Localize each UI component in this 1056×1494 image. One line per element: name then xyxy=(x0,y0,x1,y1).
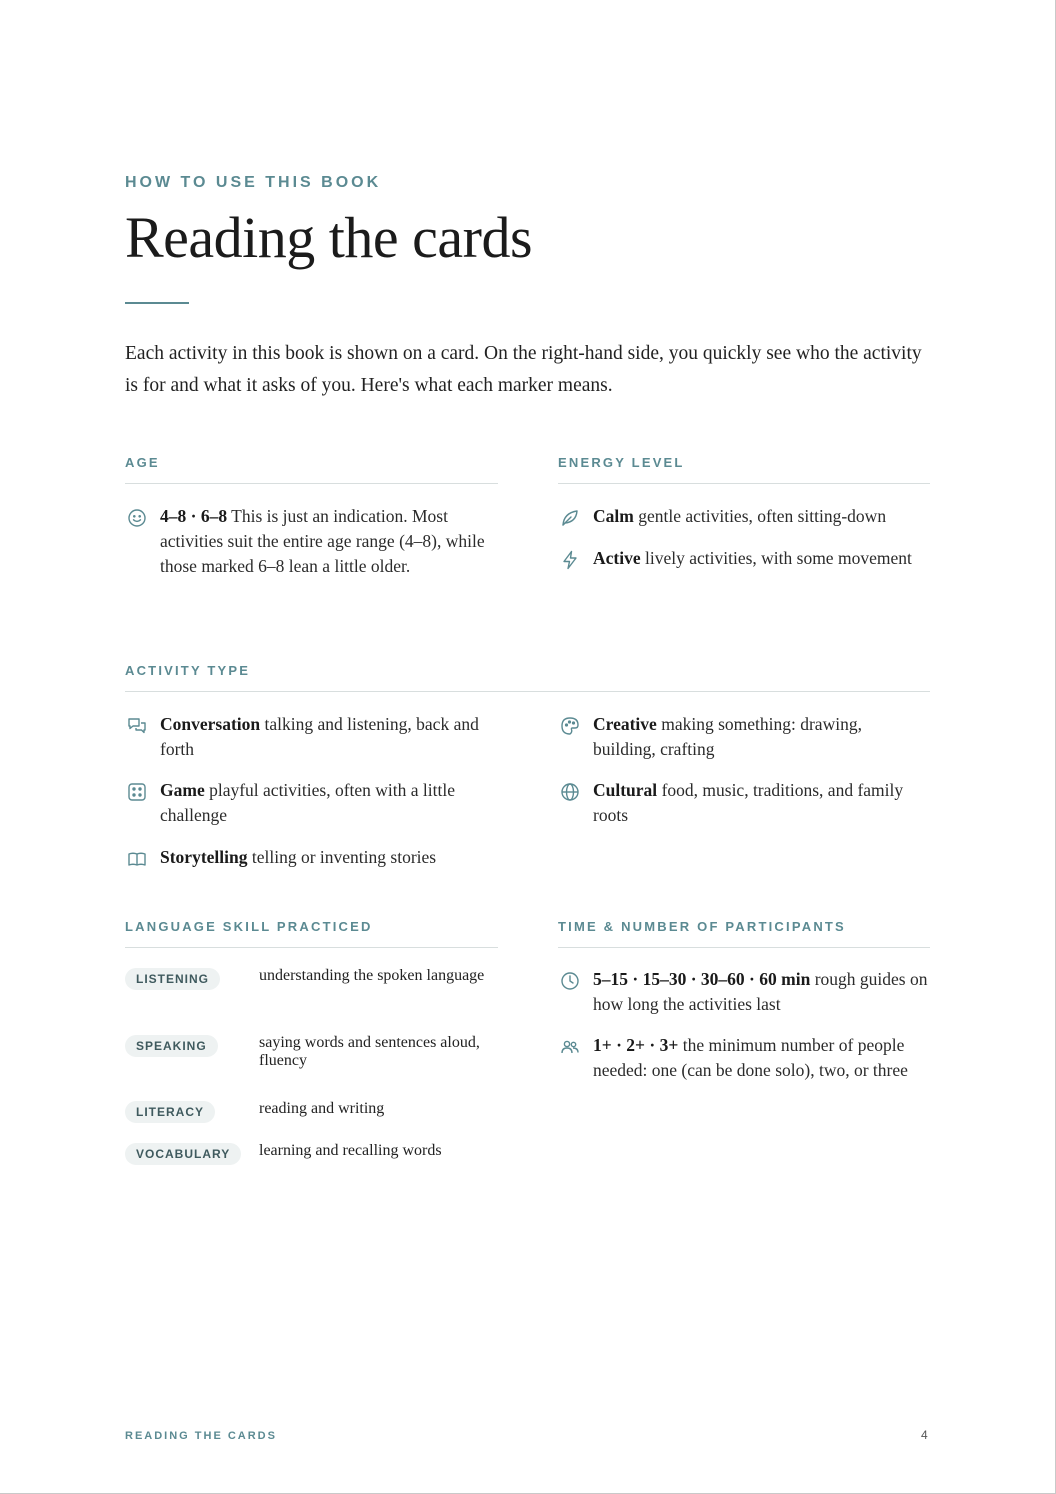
skill-pill: VOCABULARY xyxy=(125,1143,241,1165)
footer-section-label: READING THE CARDS xyxy=(125,1430,277,1442)
people-icon xyxy=(558,1035,582,1059)
age-heading: AGE xyxy=(125,455,498,484)
age-text: 4–8 · 6–8 This is just an indication. Most activities suit the entire age range (4–8), while those marked 6–8 lean a little older. xyxy=(160,506,485,576)
title-rule xyxy=(125,302,189,304)
energy-item-calm xyxy=(558,504,930,530)
skill-pill: SPEAKING xyxy=(125,1035,218,1057)
activity-type-right-column xyxy=(558,712,928,828)
skill-row-listening xyxy=(125,967,498,992)
skill-description: understanding the spoken language xyxy=(259,967,485,984)
activity-item-cultural xyxy=(558,778,928,828)
page-number: 4 xyxy=(921,1428,928,1442)
globe-icon xyxy=(558,780,582,804)
eyebrow-label: HOW TO USE THIS BOOK xyxy=(125,174,382,191)
activity-type-heading: ACTIVITY TYPE xyxy=(125,663,930,692)
dice-icon xyxy=(125,780,149,804)
intro-paragraph: Each activity in this book is shown on a card. On the right-hand side, you quickly see who the activity is for and what it asks of you. Here's what each marker means. xyxy=(125,343,922,396)
skill-row-literacy xyxy=(125,1100,498,1125)
lightning-icon xyxy=(558,548,582,572)
language-section xyxy=(125,919,498,1167)
time-heading: TIME & NUMBER OF PARTICIPANTS xyxy=(558,919,930,948)
energy-section xyxy=(558,455,930,572)
game-text: Game playful activities, often with a little challenge xyxy=(160,780,455,825)
skill-pill: LITERACY xyxy=(125,1101,215,1123)
palette-icon xyxy=(558,714,582,738)
open-book-icon xyxy=(125,847,149,871)
page-title: Reading the cards xyxy=(125,205,533,270)
age-section xyxy=(125,455,498,579)
time-section xyxy=(558,919,930,1083)
activity-item-storytelling xyxy=(125,845,495,871)
energy-item-active xyxy=(558,546,930,572)
skill-description: reading and writing xyxy=(259,1100,385,1117)
time-item-participants xyxy=(558,1033,930,1083)
time-item-duration xyxy=(558,967,930,1017)
age-item xyxy=(125,504,498,579)
clock-icon xyxy=(558,969,582,993)
duration-text: 5–15 · 15–30 · 30–60 · 60 min rough guides on how long the activities last xyxy=(593,969,928,1014)
skill-row-speaking xyxy=(125,1034,498,1069)
activity-item-game xyxy=(125,778,495,828)
skill-row-vocabulary xyxy=(125,1142,498,1167)
creative-text: Creative making something: drawing, building, crafting xyxy=(593,714,862,759)
skill-description: learning and recalling words xyxy=(259,1142,442,1159)
language-heading: LANGUAGE SKILL PRACTICED xyxy=(125,919,498,948)
energy-heading: ENERGY LEVEL xyxy=(558,455,930,484)
energy-calm-text: Calm gentle activities, often sitting-down xyxy=(593,506,887,526)
activity-type-left-column xyxy=(125,712,495,871)
conversation-text: Conversation talking and listening, back and forth xyxy=(160,714,479,759)
energy-active-text: Active lively activities, with some movement xyxy=(593,548,912,568)
skill-description: saying words and sentences aloud, fluency xyxy=(259,1034,480,1069)
leaf-icon xyxy=(558,506,582,530)
participants-text: 1+ · 2+ · 3+ the minimum number of people needed: one (can be done solo), two, or three xyxy=(593,1035,908,1080)
activity-item-conversation xyxy=(125,712,495,762)
storytelling-text: Storytelling telling or inventing stories xyxy=(160,847,437,867)
activity-type-section xyxy=(125,663,930,692)
cultural-text: Cultural food, music, traditions, and family roots xyxy=(593,780,904,825)
skill-pill: LISTENING xyxy=(125,968,220,990)
speech-bubbles-icon xyxy=(125,714,149,738)
smiley-icon xyxy=(125,506,149,530)
activity-item-creative xyxy=(558,712,928,762)
